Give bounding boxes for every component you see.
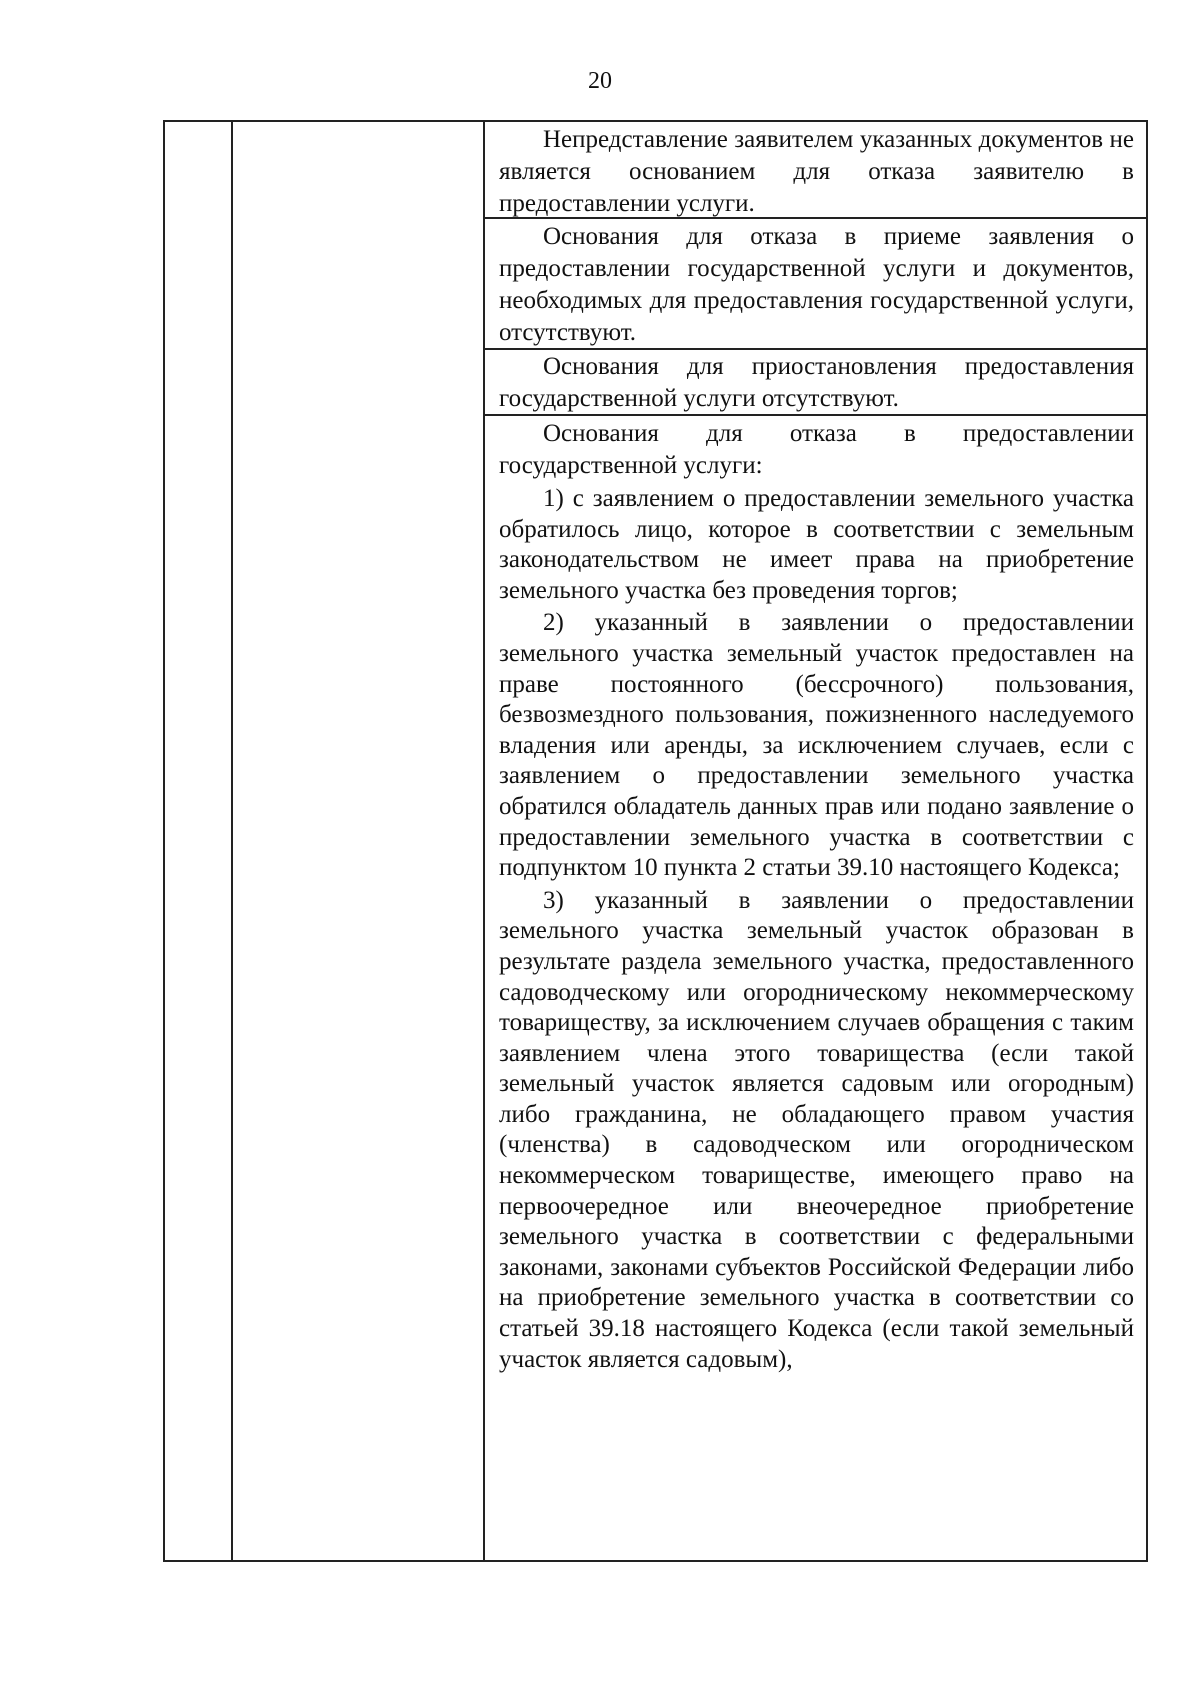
regulation-table — [163, 120, 1148, 1562]
table-cell-refusal-acceptance — [485, 219, 1146, 350]
cell-text: Основания для приостановления предоставления государственной услуги отсутствуют. — [499, 353, 1134, 412]
list-item: 3) указанный в заявлении о предоставлении земельного участка земельный участок образован в результате раздела земельного участка, предоставленного садоводческому или огородническому некоммерческому товариществу, за исключением случаев обращения с таким заявлением члена этого товарищества (если такой земельный участок является садовым или огородным) либо гражданина, не обладающего правом участия (членства) в садоводческом или огородническом некоммерческом товариществе, имеющего право на первоочередное или внеочередное приобретение земельного участка в соответствии с федеральными законами, законами субъектов Российской Федерации либо на приобретение земельного участка в соответствии со статьей 39.18 настоящего Кодекса (если такой земельный участок является садовым), — [499, 886, 1134, 1373]
table-cell-refusal-grounds — [485, 416, 1146, 1560]
page-number: 20 — [588, 68, 612, 94]
list-item: 2) указанный в заявлении о предоставлении земельного участка земельный участок предоставлен на праве постоянного (бессрочного) пользования, безвозмездного пользования, пожизненного наследуемого владения или аренды, за исключением случаев, если с заявлением о предоставлении земельного участка обратился обладатель данных прав или подано заявление о предоставлении земельного участка в соответствии с подпунктом 10 пункта 2 статьи 39.10 настоящего Кодекса; — [499, 609, 1134, 882]
column-divider-1 — [231, 122, 233, 1560]
cell-text: Непредставление заявителем указанных документов не является основанием для отказа заявителю в предоставлении услуги. — [499, 126, 1134, 217]
table-cell-document-note — [485, 122, 1146, 219]
table-content-column — [485, 122, 1146, 1560]
table-cell-suspension — [485, 350, 1146, 416]
cell-text: Основания для отказа в приеме заявления о предоставлении государственной услуги и документов, необходимых для предоставления государственной услуги, отсутствуют. — [499, 223, 1134, 346]
cell-intro: Основания для отказа в предоставлении государственной услуги: — [499, 420, 1134, 479]
list-item: 1) с заявлением о предоставлении земельного участка обратилось лицо, которое в соответствии с земельным законодательством не имеет права на приобретение земельного участка без проведения торгов; — [499, 485, 1134, 604]
